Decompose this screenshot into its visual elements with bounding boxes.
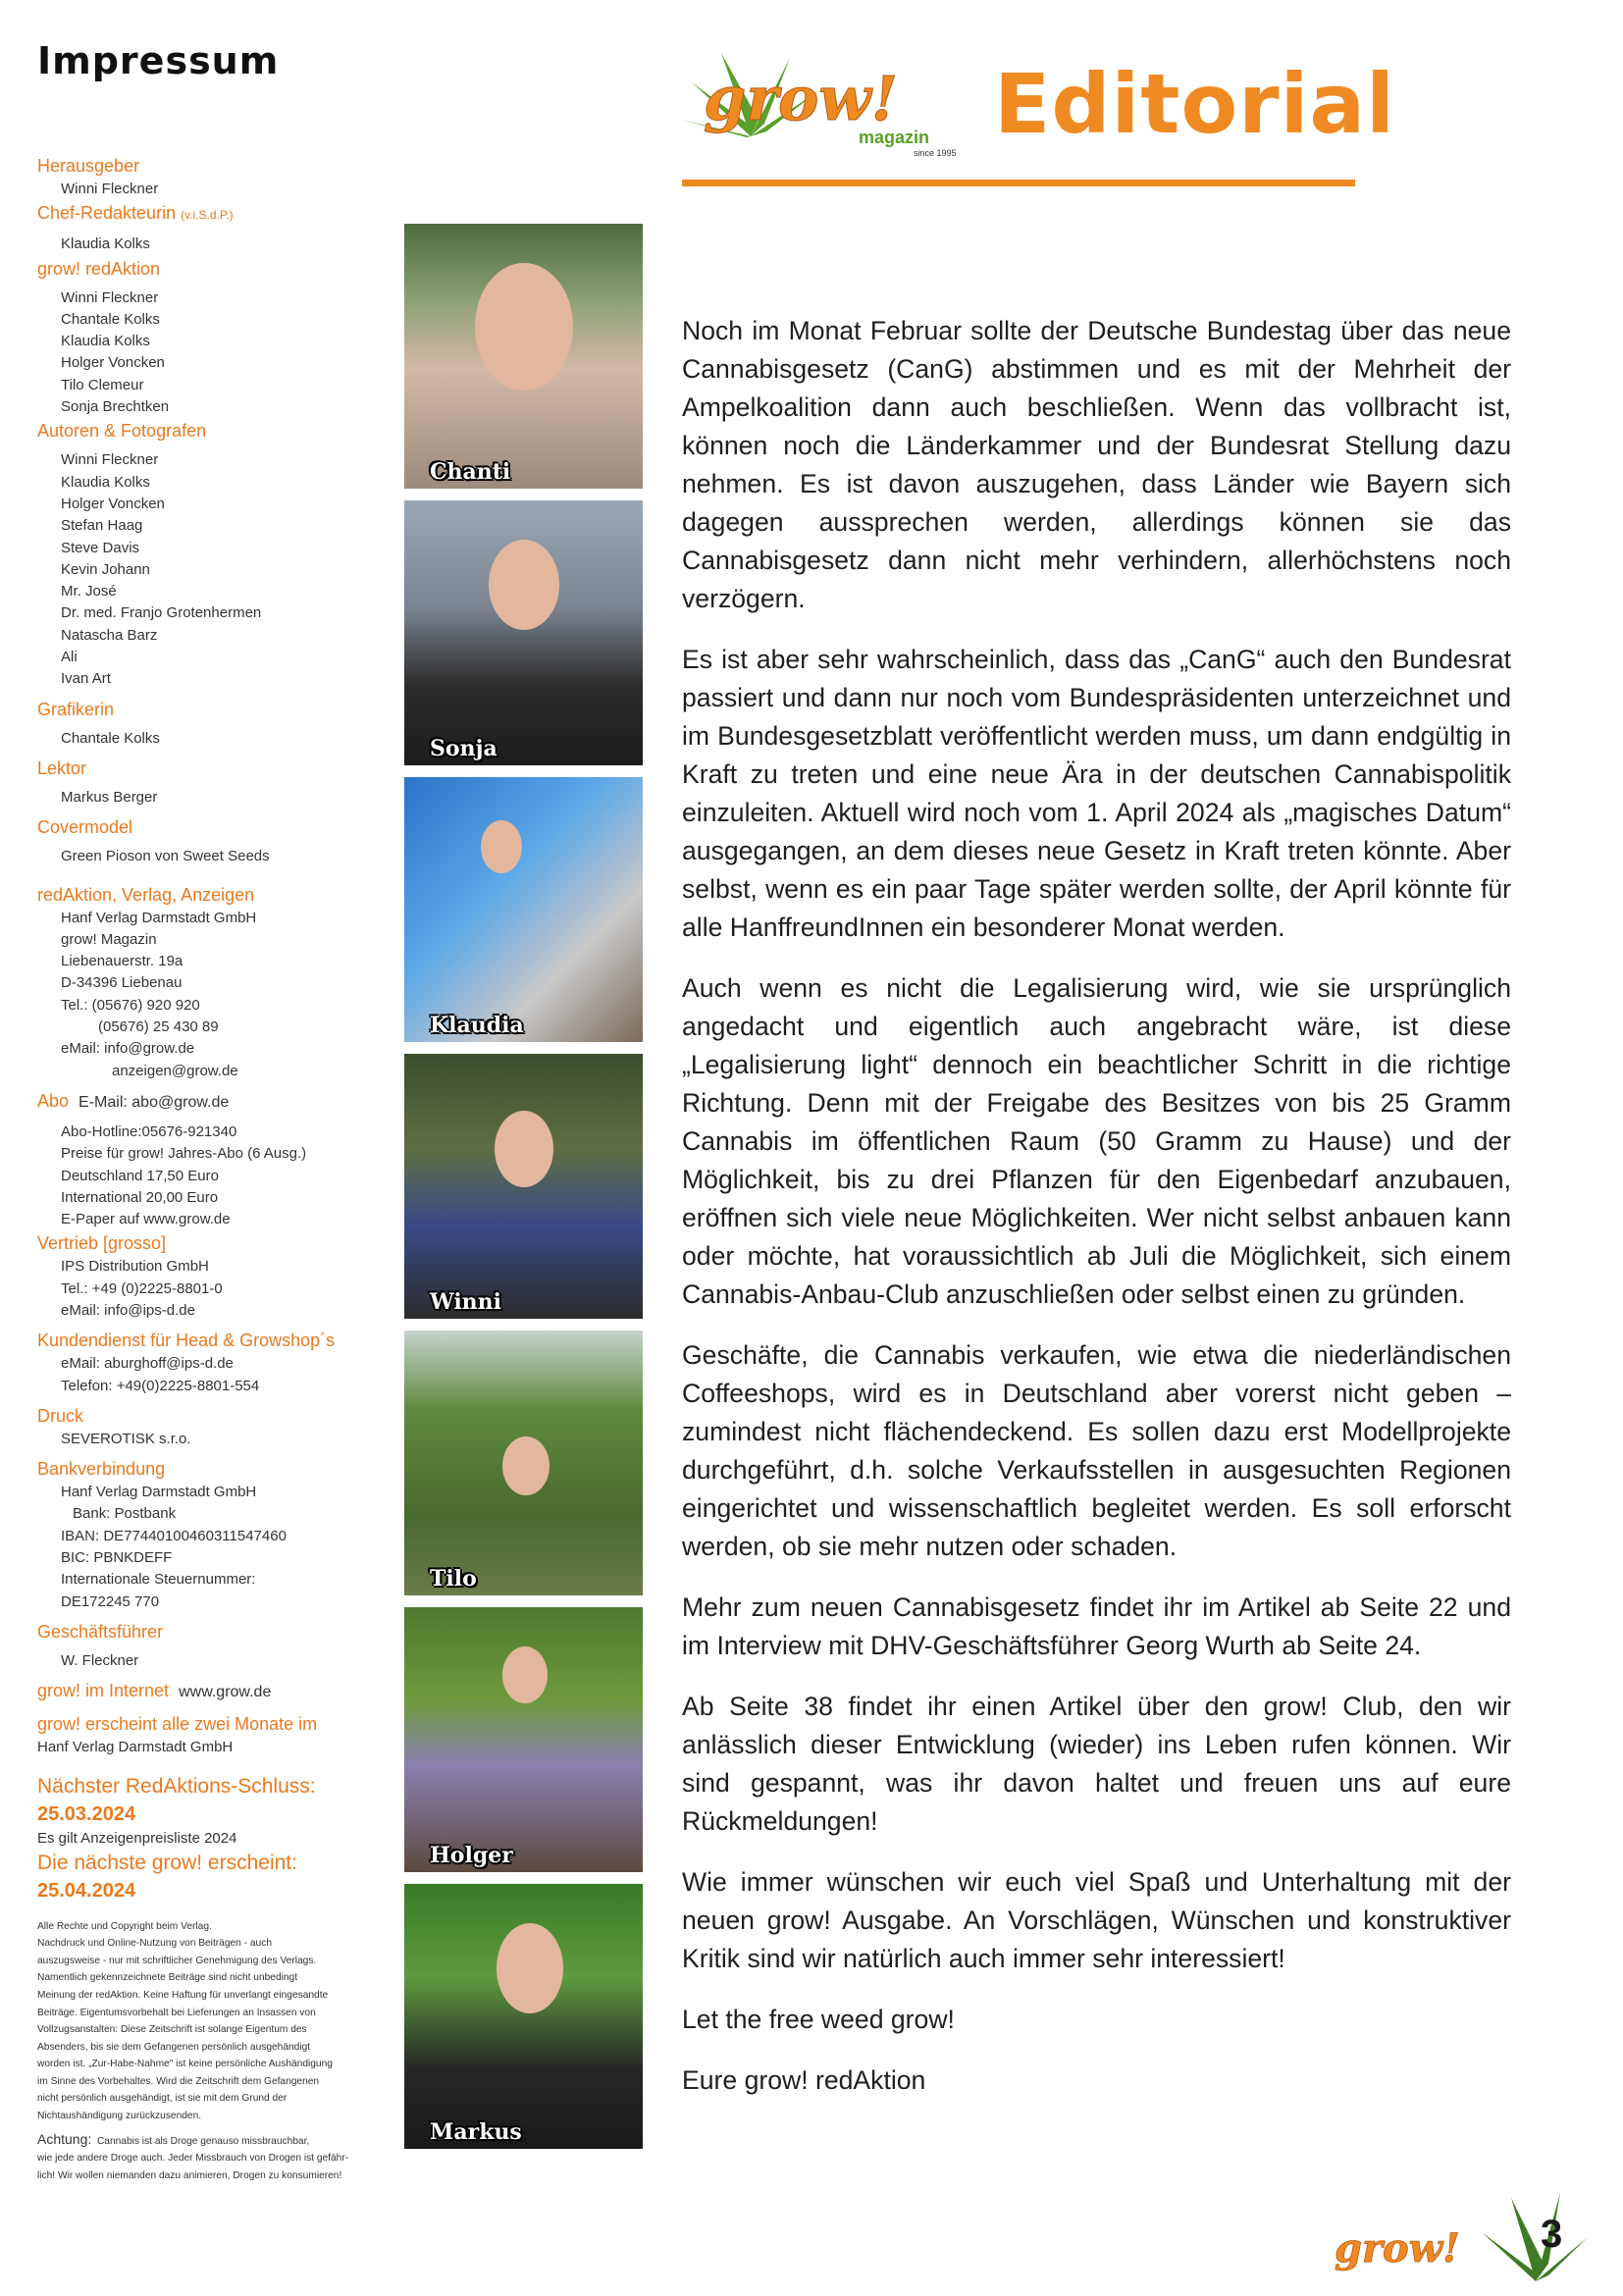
deadline-date-2: 25.04.2024: [37, 1879, 136, 1902]
photo-caption: Sonja: [430, 736, 497, 761]
list-item: Klaudia Kolks: [61, 333, 150, 350]
logo-word: grow!: [704, 63, 898, 134]
list-item: Ali: [61, 649, 78, 666]
fineprint-line: Alle Rechte und Copyright beim Verlag.: [37, 1920, 212, 1932]
fineprint-line: worden ist. „Zur-Habe-Nahme" ist keine persönliche Aushändigung: [37, 2059, 333, 2070]
impressum-column: [37, 39, 391, 2184]
warning-line: wie jede andere Droge auch. Jeder Missbrauch von Drogen ist gefähr-: [37, 2153, 349, 2165]
face-shape: [489, 540, 559, 630]
team-photo: [404, 1331, 643, 1595]
article-paragraph: Geschäfte, die Cannabis verkaufen, wie etwa die niederländischen Coffeeshops, wird es in Deutschland aber vorerst nicht geben – zumindest nicht flächendeckend. Es sollen dazu erst Modellprojekte durchgeführt, d.h. solche Verkaufsstellen in ausgesuchten Regionen eingerichtet und wissenschaftlich begleitet werden. Es soll erforscht werden, ob sie mehr nutzen oder schaden.: [682, 1340, 1511, 1561]
deadline-block: [37, 1773, 391, 1905]
chef-name: Klaudia Kolks: [61, 235, 150, 253]
face-shape: [497, 1923, 563, 2013]
vertrieb-list: [37, 1256, 391, 1322]
list-item: Bank: Postbank: [73, 1505, 177, 1523]
druck-name: SEVEROTISK s.r.o.: [61, 1430, 191, 1447]
list-item: Preise für grow! Jahres-Abo (6 Ausg.): [61, 1145, 307, 1163]
list-item: Stefan Haag: [61, 517, 143, 535]
list-item: D-34396 Liebenau: [61, 974, 183, 992]
internet-label: grow! im Internet: [37, 1681, 170, 1701]
list-item: eMail: aburghoff@ips-d.de: [61, 1355, 234, 1373]
verlag-address: [37, 908, 391, 1082]
gf-name: W. Fleckner: [61, 1651, 139, 1669]
header-rule: [682, 180, 1355, 186]
list-item: Sonja Brechtken: [61, 398, 170, 416]
face-shape: [502, 1646, 548, 1703]
article-paragraph: Ab Seite 38 findet ihr einen Artikel über den grow! Club, den wir anlässlich dieser Entwicklung (wieder) ins Leben rufen können. Wir sind gespannt, was ihr davon haltet und freuen uns auf eure Rückmeldungen!: [682, 1692, 1511, 1836]
list-item: Ivan Art: [61, 670, 111, 688]
list-item: Klaudia Kolks: [61, 473, 150, 491]
vertrieb-heading: Vertrieb [grosso]: [37, 1233, 167, 1254]
photo-caption: Chanti: [430, 459, 511, 485]
photo-caption: Tilo: [430, 1566, 477, 1592]
fineprint-line: Nichtaushändigung zurückzusenden.: [37, 2111, 202, 2122]
list-item: Dr. med. Franjo Grotenhermen: [61, 604, 262, 622]
page-title: Editorial: [994, 56, 1395, 152]
fineprint-line: Beiträge. Eigentumsvorbehalt bei Lieferungen an Insassen von: [37, 2007, 316, 2018]
kundendienst-list: [37, 1353, 391, 1397]
article-paragraph: Mehr zum neuen Cannabisgesetz findet ihr im Artikel ab Seite 22 und im Interview mit DHV-Geschäftsführer Georg Wurth ab Seite 24.: [682, 1592, 1511, 1660]
logo-since: since 1995: [914, 148, 957, 158]
gf-heading: Geschäftsführer: [37, 1621, 164, 1642]
team-photo: [404, 1884, 643, 2149]
lektor-heading: Lektor: [37, 757, 87, 778]
autoren-heading: Autoren & Fotografen: [37, 421, 207, 442]
face-shape: [481, 820, 522, 873]
covermodel-heading: Covermodel: [37, 817, 133, 838]
lektor-name: Markus Berger: [61, 788, 158, 806]
chef-heading: [37, 200, 391, 228]
footer-logo-word: grow!: [1335, 2225, 1460, 2271]
fineprint-line: Absenders, bis sie dem Gefangenen persönlich ausgehändigt: [37, 2041, 311, 2053]
list-item: Abo-Hotline:05676-921340: [61, 1122, 237, 1140]
warning-label: Achtung:: [37, 2130, 92, 2147]
abo-list: [37, 1122, 391, 1230]
verlag-heading: redAktion, Verlag, Anzeigen: [37, 884, 255, 905]
impressum-title: Impressum: [37, 39, 280, 82]
covermodel-name: Green Pioson von Sweet Seeds: [61, 848, 270, 865]
erscheint-line: Hanf Verlag Darmstadt GmbH: [37, 1739, 234, 1756]
list-item: Chantale Kolks: [61, 310, 160, 328]
team-photo: [404, 1607, 643, 1872]
list-item: E-Paper auf www.grow.de: [61, 1211, 231, 1228]
deadline-note: Es gilt Anzeigenpreisliste 2024: [37, 1829, 237, 1847]
list-item: Hanf Verlag Darmstadt GmbH: [61, 909, 257, 926]
team-photo: [404, 777, 643, 1042]
chef-heading-note: (v.i.S.d.P.): [181, 208, 234, 223]
list-item: Holger Voncken: [61, 354, 165, 372]
article-signoff: Eure grow! redAktion: [682, 2065, 926, 2095]
face-shape: [495, 1111, 553, 1187]
fineprint-line: Meinung der redAktion. Keine Haftung für unverlangt eingesandte: [37, 1989, 329, 2001]
photo-caption: Winni: [430, 1289, 502, 1315]
list-item: Deutschland 17,50 Euro: [61, 1167, 219, 1184]
herausgeber-heading: Herausgeber: [37, 156, 140, 176]
fineprint: [37, 1918, 391, 2125]
drug-warning: [37, 2131, 391, 2185]
abo-email: E-Mail: abo@grow.de: [79, 1093, 230, 1111]
bank-heading: Bankverbindung: [37, 1459, 166, 1480]
photo-caption: Klaudia: [430, 1013, 524, 1038]
cannabis-leaf-icon: [1482, 2193, 1588, 2281]
internet-heading: [37, 1678, 391, 1705]
bank-list: [37, 1482, 391, 1613]
article-paragraph: Let the free weed grow!: [682, 2005, 955, 2034]
druck-heading: Druck: [37, 1405, 84, 1426]
warning-line: lich! Wir wollen niemanden dazu animieren, Drogen zu konsumieren!: [37, 2169, 342, 2181]
list-item: Liebenauerstr. 19a: [61, 953, 183, 970]
list-item: Telefon: +49(0)2225-8801-554: [61, 1377, 260, 1394]
list-item: IBAN: DE77440100460311547460: [61, 1527, 287, 1544]
warning-line: [37, 2131, 391, 2151]
fineprint-line: Namentlich gekennzeichnete Beiträge sind nicht unbedingt: [37, 1972, 298, 1984]
list-item: anzeigen@grow.de: [112, 1062, 238, 1079]
fineprint-line: Vollzugsanstalten: Diese Zeitschrift ist solange Eigentum des: [37, 2024, 307, 2036]
logo-sub: magazin: [859, 128, 930, 147]
autoren-list: [37, 449, 391, 690]
erscheint-heading: grow! erscheint alle zwei Monate im: [37, 1714, 318, 1735]
deadline-heading-2: Die nächste grow! erscheint:: [37, 1851, 297, 1874]
deadline-heading-1: Nächster RedAktions-Schluss:: [37, 1774, 316, 1798]
team-photo-strip: [404, 224, 643, 2161]
editorial-article: [682, 312, 1511, 2122]
list-item: (05676) 25 430 89: [98, 1018, 219, 1036]
fineprint-line: im Sinne des Vorbehaltes. Wird die Zeitschrift dem Gefangenen: [37, 2075, 320, 2087]
fineprint-line: Nachdruck und Online-Nutzung von Beiträgen - auch: [37, 1938, 272, 1950]
abo-heading: [37, 1088, 391, 1116]
list-item: Steve Davis: [61, 539, 140, 556]
kundendienst-heading: Kundendienst für Head & Growshop´s: [37, 1331, 336, 1351]
grow-logo: [682, 43, 976, 161]
photo-caption: Holger: [430, 1843, 513, 1868]
list-item: Holger Voncken: [61, 495, 165, 512]
grafikerin-name: Chantale Kolks: [61, 729, 160, 747]
redaktion-heading: grow! redAktion: [37, 258, 161, 279]
herausgeber-name: Winni Fleckner: [61, 181, 159, 197]
article-paragraph: Auch wenn es nicht die Legalisierung wird, wie sie ursprünglich angedacht und eigentlich auch angebracht wäre, ist diese „Legalisierung light“ dennoch ein beachtlicher Schritt in die richtige Richtung. Denn mit der Freigabe des Besitzes von bis 25 Gramm Cannabis im öffentlichen Raum (50 Gramm zu Hause) und der Möglichkeit, bis zu drei Pflanzen für den Eigenbedarf anzubauen, eröffnen sich viele neue Möglichkeiten. Wer nicht selbst anbauen kann oder möchte, hat voraussichtlich ab Juli die Möglichkeit, sich einem Cannabis-Anbau-Club anzuschließen oder selbst einen zu gründen.: [682, 973, 1511, 1309]
team-photo: [404, 224, 643, 489]
team-photo: [404, 1054, 643, 1319]
face-shape: [475, 263, 573, 391]
article-paragraph: Es ist aber sehr wahrscheinlich, dass das „CanG“ auch den Bundesrat passiert und dann nur noch vom Bundespräsidenten unterzeichnet und im Bundesgesetzblatt veröffentlicht werden muss, um dann endgültig in Kraft zu treten und eine neue Ära in der deutschen Cannabispolitik einzuleiten. Aktuell wird noch vom 1. April 2024 als „magisches Datum“ ausgegangen, an dem dieses neue Gesetz in Kraft treten könnte. Aber selbst, wenn es ein paar Tage später werden sollte, der April könnte für alle HanffreundInnen ein besonderer Monat werden.: [682, 645, 1511, 942]
chef-heading-label: Chef-Redakteurin: [37, 203, 177, 224]
face-shape: [502, 1436, 550, 1495]
page-number: 3: [1541, 2213, 1563, 2256]
list-item: Tilo Clemeur: [61, 376, 144, 393]
list-item: DE172245 770: [61, 1592, 160, 1610]
editorial-header: [682, 43, 1395, 188]
list-item: Mr. José: [61, 583, 117, 600]
page-footer: [1335, 2183, 1590, 2291]
grafikerin-heading: Grafikerin: [37, 699, 115, 719]
list-item: Internationale Steuernummer:: [61, 1571, 256, 1589]
list-item: Hanf Verlag Darmstadt GmbH: [61, 1484, 257, 1501]
internet-url[interactable]: www.grow.de: [179, 1684, 272, 1701]
list-item: Winni Fleckner: [61, 288, 159, 306]
warning-text: Cannabis ist als Droge genauso missbrauchbar,: [96, 2135, 310, 2147]
list-item: Tel.: (05676) 920 920: [61, 996, 200, 1014]
abo-heading-label: Abo: [37, 1090, 70, 1111]
fineprint-line: auszugsweise - nur mit schriftlicher Genehmigung des Verlags.: [37, 1955, 317, 1966]
article-paragraph: Noch im Monat Februar sollte der Deutsche Bundestag über das neue Cannabisgesetz (CanG) abstimmen und es mit der Mehrheit der Ampelkoalition dann auch beschließen. Wenn das vollbracht ist, können noch die Länderkammer und der Bundesrat Stellung dazu nehmen. Es ist davon auszugehen, dass Länder wie Bayern sich dagegen aussprechen werden, allerdings können sie das Cannabisgesetz dann nicht mehr verhindern, allerhöchstens noch verzögern.: [682, 316, 1511, 613]
list-item: eMail: info@ips-d.de: [61, 1301, 195, 1319]
list-item: grow! Magazin: [61, 930, 157, 948]
redaktion-list: [37, 287, 391, 419]
list-item: International 20,00 Euro: [61, 1188, 219, 1206]
list-item: BIC: PBNKDEFF: [61, 1549, 173, 1567]
list-item: eMail: info@grow.de: [61, 1040, 195, 1058]
list-item: IPS Distribution GmbH: [61, 1258, 209, 1276]
photo-caption: Markus: [430, 2119, 522, 2145]
fineprint-line: nicht persönlich ausgehändigt, ist sie mit dem Grund der: [37, 2093, 288, 2105]
list-item: Natascha Barz: [61, 626, 158, 644]
team-photo: [404, 500, 643, 765]
deadline-date-1: 25.03.2024: [37, 1802, 136, 1825]
list-item: Tel.: +49 (0)2225-8801-0: [61, 1279, 223, 1297]
list-item: Kevin Johann: [61, 560, 150, 578]
article-paragraph: Wie immer wünschen wir euch viel Spaß und Unterhaltung mit der neuen grow! Ausgabe. An Vorschlägen, Wünschen und konstruktiver Kritik sind wir natürlich auch immer sehr interessiert!: [682, 1867, 1511, 1973]
list-item: Winni Fleckner: [61, 451, 159, 469]
